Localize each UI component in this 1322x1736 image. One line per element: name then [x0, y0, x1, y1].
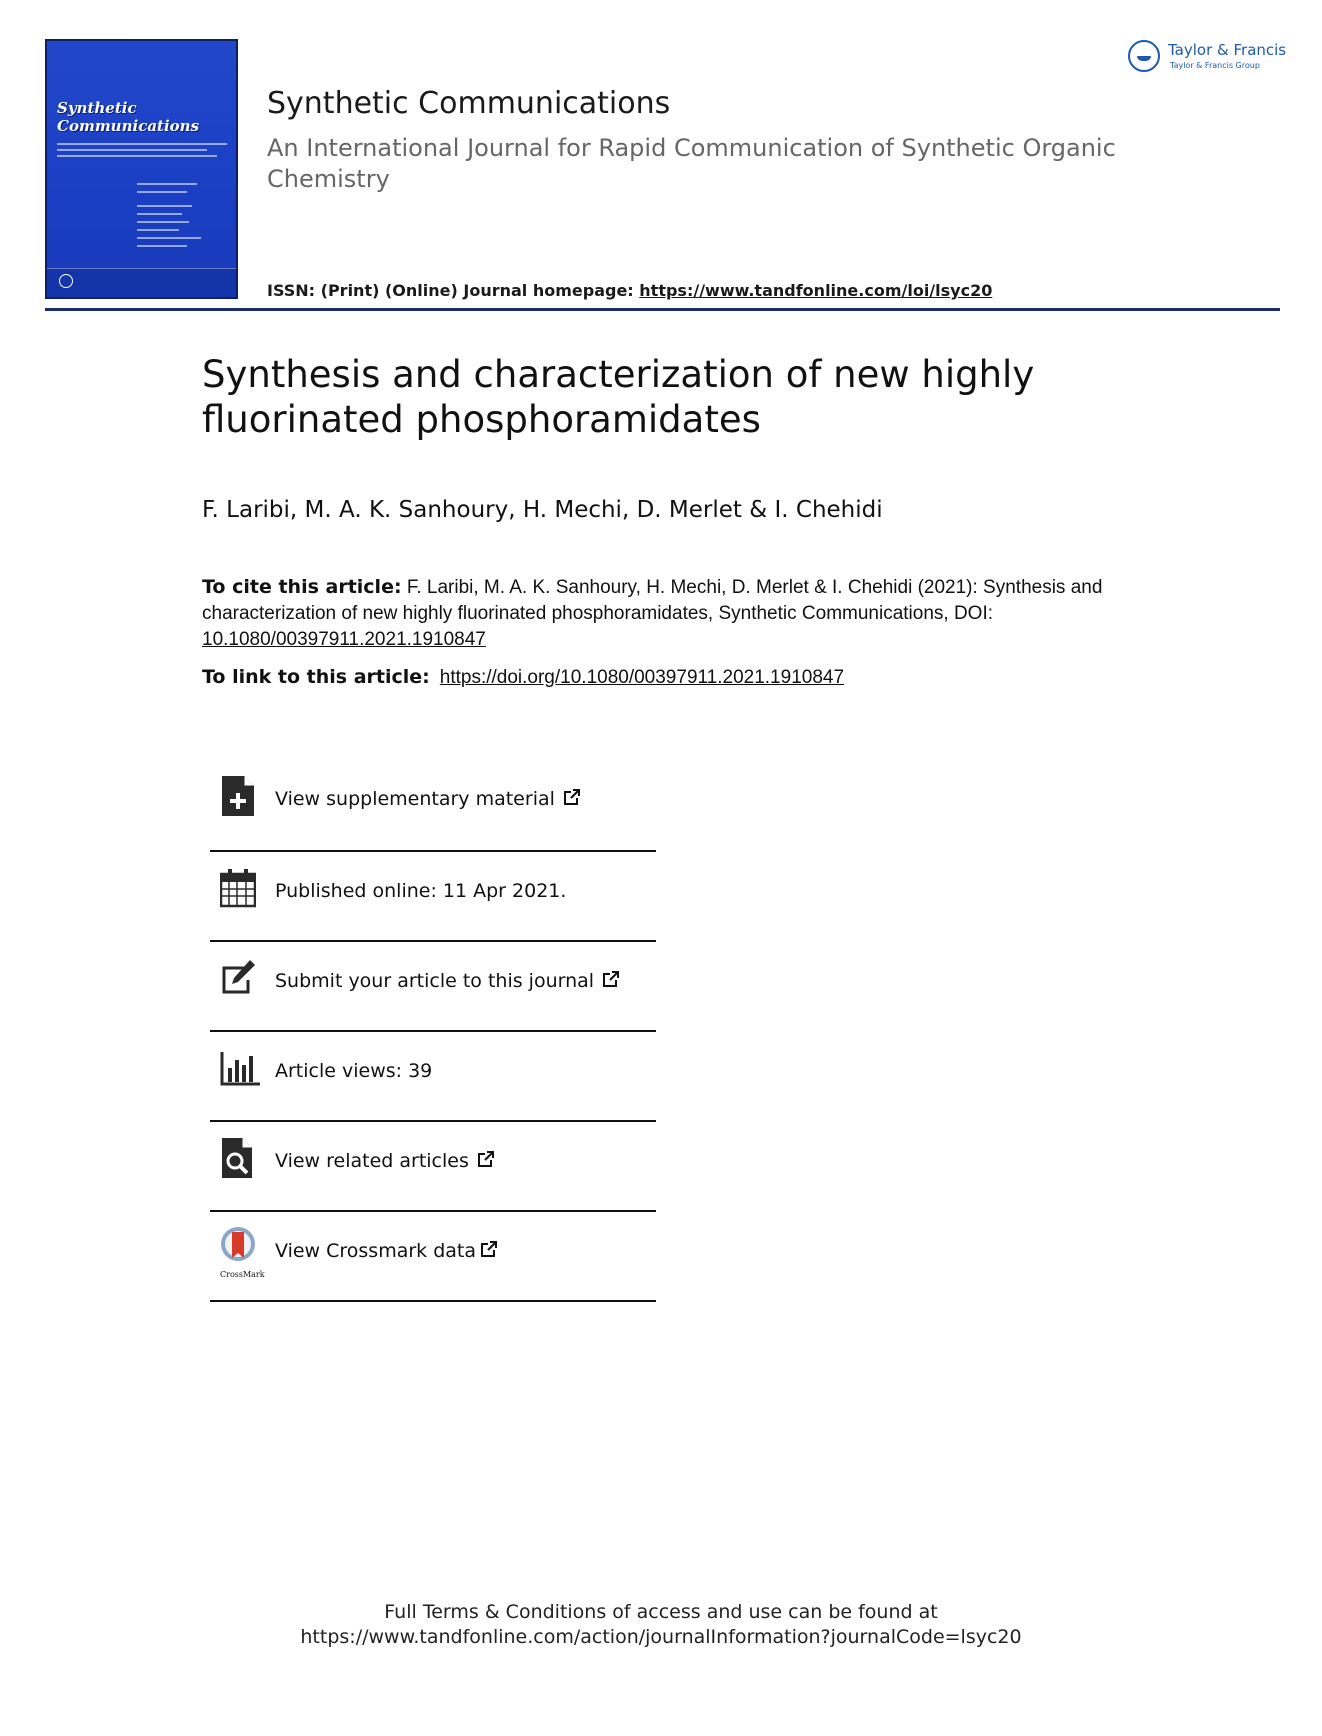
- supplementary-row[interactable]: [210, 760, 656, 852]
- terms-text: Full Terms & Conditions of access and use can be found at: [384, 1601, 938, 1623]
- journal-homepage-link[interactable]: https://www.tandfonline.com/loi/lsyc20: [639, 281, 993, 300]
- file-search-icon: [220, 1138, 256, 1178]
- terms-url[interactable]: https://www.tandfonline.com/action/journalInformation?journalCode=lsyc20: [300, 1626, 1022, 1648]
- cover-text-line: [137, 191, 187, 193]
- cover-title: Synthetic Communications: [57, 99, 200, 135]
- published-date: Published online: 11 Apr 2021.: [275, 880, 567, 902]
- article-link-row: [202, 666, 844, 689]
- journal-subtitle: An International Journal for Rapid Communication of Synthetic Organic Chemistry: [267, 134, 1116, 193]
- cover-text-line: [137, 229, 179, 231]
- cover-text-line: [57, 155, 217, 157]
- calendar-icon: [220, 868, 256, 908]
- supplementary-label: View supplementary material: [275, 788, 555, 810]
- article-authors: F. Laribi, M. A. K. Sanhoury, H. Mechi, D. Merlet & I. Chehidi: [202, 497, 883, 523]
- issn-label: ISSN: (Print) (Online) Journal homepage:: [267, 281, 640, 300]
- file-plus-icon: [220, 776, 256, 816]
- submit-row[interactable]: [210, 942, 656, 1032]
- cover-text-line: [137, 205, 192, 207]
- journal-cover: [45, 39, 238, 299]
- bar-chart-icon: [220, 1048, 260, 1088]
- cite-doi-link[interactable]: 10.1080/00397911.2021.1910847: [202, 629, 486, 650]
- cover-text-line: [137, 245, 187, 247]
- cover-publisher-logo-icon: [59, 274, 73, 288]
- cover-text-line: [57, 143, 227, 145]
- edit-icon: [220, 958, 256, 998]
- crossmark-logo-text: CrossMark: [220, 1270, 265, 1279]
- publisher-lamp-icon: [1128, 40, 1160, 72]
- header-divider: [45, 308, 1280, 311]
- crossmark-label: View Crossmark data: [275, 1240, 477, 1262]
- external-link-icon: [477, 1150, 495, 1168]
- article-doi-link[interactable]: https://doi.org/10.1080/00397911.2021.1910847: [439, 667, 845, 688]
- cover-text-line: [137, 183, 197, 185]
- article-info-list: [210, 760, 656, 1302]
- cover-text-line: [137, 237, 201, 239]
- external-link-icon: [602, 970, 620, 988]
- terms-footer: [0, 1600, 1322, 1650]
- external-link-icon: [480, 1240, 498, 1258]
- publisher-group: Taylor & Francis Group: [1170, 61, 1260, 70]
- cover-text-line: [57, 149, 207, 151]
- published-row: [210, 852, 656, 942]
- related-label: View related articles: [275, 1150, 469, 1172]
- cover-footer-band: [47, 268, 236, 297]
- article-title: Synthesis and characterization of new highly fluorinated phosphoramidates: [202, 353, 1035, 441]
- cover-text-line: [137, 221, 189, 223]
- cite-label: To cite this article:: [202, 576, 402, 598]
- crossmark-row[interactable]: [210, 1212, 656, 1302]
- publisher-logo[interactable]: [1128, 38, 1287, 78]
- submit-label: Submit your article to this journal: [275, 970, 595, 992]
- citation: [202, 574, 1137, 653]
- publisher-name: Taylor & Francis: [1168, 41, 1287, 59]
- journal-name: Synthetic Communications: [267, 86, 671, 121]
- cite-text: F. Laribi, M. A. K. Sanhoury, H. Mechi, D. Merlet & I. Chehidi (2021): Synthesis and characterization of new highly fluorinated phosphoramidates, Synthetic Communications, DOI:: [202, 577, 1103, 624]
- article-views: Article views: 39: [275, 1060, 433, 1082]
- crossmark-icon: [220, 1226, 256, 1266]
- link-label: To link to this article:: [202, 666, 430, 688]
- issn-line: [267, 281, 992, 300]
- external-link-icon: [563, 788, 581, 806]
- cover-text-line: [137, 213, 182, 215]
- related-row[interactable]: [210, 1122, 656, 1212]
- views-row: [210, 1032, 656, 1122]
